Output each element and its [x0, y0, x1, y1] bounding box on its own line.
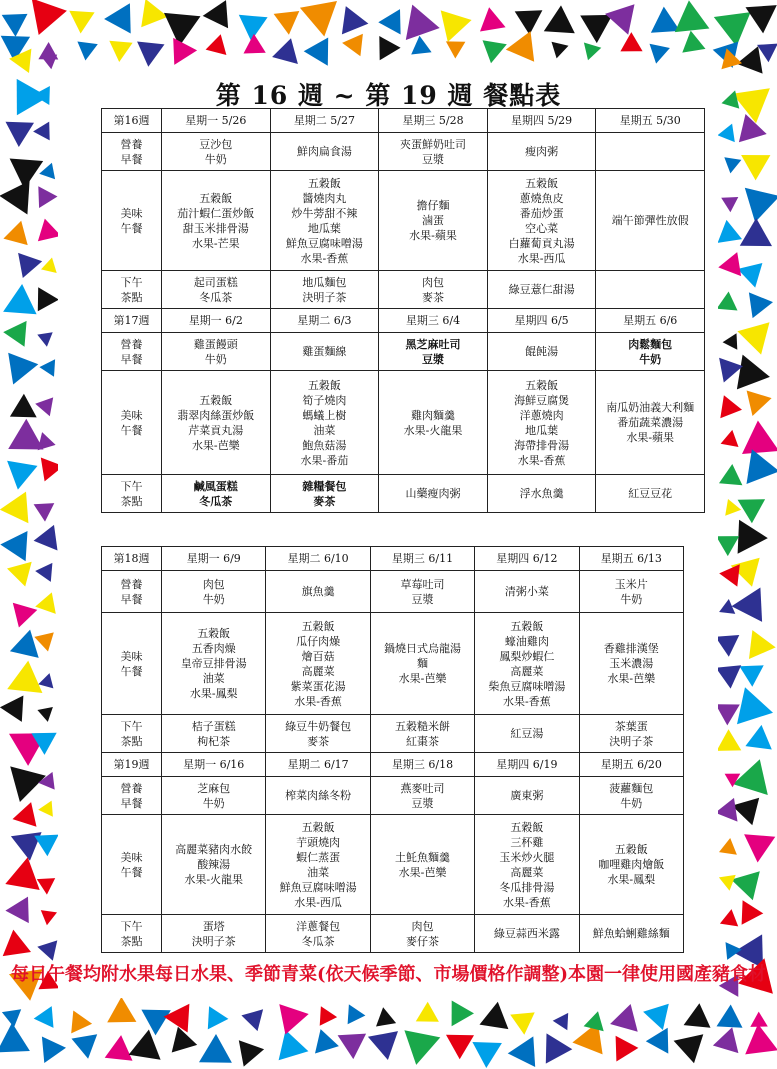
decor-triangle: [33, 122, 50, 141]
meal-cell: 雞肉麵羹 水果-火龍果: [379, 371, 488, 475]
snack-row: [102, 475, 705, 513]
decor-triangle: [2, 14, 28, 37]
decor-triangle: [446, 1035, 474, 1060]
meal-label: 美味 午餐: [102, 815, 162, 915]
decor-triangle: [35, 397, 53, 416]
lunch-row: [102, 815, 684, 915]
decor-triangle: [508, 1036, 536, 1067]
meal-label: 下午 茶點: [102, 271, 162, 309]
decor-triangle: [244, 34, 266, 54]
decor-triangle: [718, 252, 741, 276]
decor-triangle: [682, 31, 705, 53]
meal-cell: 浮水魚羹: [487, 475, 596, 513]
decor-triangle: [0, 531, 27, 561]
decor-triangle: [37, 878, 55, 895]
meal-label: 美味 午餐: [102, 371, 162, 475]
decor-triangle: [72, 1034, 98, 1058]
lunch-row: [102, 171, 705, 271]
decor-triangle: [732, 588, 763, 622]
meal-cell: 餛飩湯: [487, 333, 596, 371]
decor-triangle: [584, 1011, 604, 1031]
decor-triangle: [109, 41, 132, 62]
decor-triangle: [506, 31, 534, 62]
decor-triangle: [10, 766, 46, 802]
decor-triangle: [643, 1004, 669, 1030]
decor-triangle: [723, 333, 738, 349]
footer-note: 每日午餐均附水果每日水果、季節青菜(依天候季節、市場價格作調整)本園一律使用國產豬食材: [10, 964, 767, 985]
week-header-row: [102, 109, 705, 133]
meal-cell: 土魠魚麵羹 水果-芭樂: [370, 815, 474, 915]
decor-triangle: [69, 11, 94, 34]
meal-cell: 五穀飯 蠔油雞肉 鳳梨炒蝦仁 高麗菜 柴魚豆腐味噌湯 水果-香蕉: [475, 613, 579, 715]
decor-triangle: [34, 525, 58, 551]
breakfast-row: [102, 133, 705, 171]
menu-table-weeks-16-17: [101, 108, 705, 513]
meal-cell: 茶葉蛋 決明子茶: [579, 715, 683, 753]
day-header: 星期四 6/19: [475, 753, 579, 777]
breakfast-row: [102, 777, 684, 815]
meal-cell: 肉鬆麵包 牛奶: [596, 333, 705, 371]
decor-triangle: [620, 32, 642, 51]
decor-triangle: [716, 665, 741, 688]
decor-triangle: [719, 464, 742, 485]
decor-triangle: [206, 34, 227, 55]
decor-triangle: [274, 11, 300, 35]
decor-triangle: [37, 332, 52, 347]
decor-triangle: [141, 0, 168, 27]
decor-triangle: [738, 499, 766, 523]
decor-triangle: [452, 1001, 474, 1027]
meal-cell: 紅豆湯: [475, 715, 579, 753]
decor-triangle: [750, 1012, 768, 1027]
decor-triangle: [5, 857, 39, 890]
decor-triangle: [441, 10, 472, 42]
decor-triangle: [35, 592, 56, 614]
decor-triangle: [107, 997, 136, 1023]
decor-triangle: [480, 1002, 509, 1029]
meal-cell: 五穀飯 咖哩雞肉燴飯 水果-鳳梨: [579, 815, 683, 915]
meal-cell: 五穀飯 芋頭燒肉 蝦仁蒸蛋 油菜 鮮魚豆腐味噌湯 水果-西瓜: [266, 815, 370, 915]
decor-triangle: [745, 188, 777, 222]
decor-triangle: [717, 729, 742, 751]
meal-label: 下午 茶點: [102, 915, 162, 953]
decor-triangle: [747, 391, 772, 417]
lunch-row: [102, 371, 705, 475]
decor-triangle: [379, 36, 400, 60]
decor-triangle: [651, 7, 680, 33]
decor-triangle: [720, 395, 742, 418]
meal-cell: 五穀飯 海鮮豆腐煲 洋蔥燒肉 地瓜葉 海帶排骨湯 水果-香蕉: [487, 371, 596, 475]
snack-row: [102, 271, 705, 309]
meal-label: 營養 早餐: [102, 133, 162, 171]
decor-triangle: [731, 871, 760, 900]
meal-cell: 廣東粥: [475, 777, 579, 815]
decor-triangle: [739, 665, 763, 687]
decor-triangle: [726, 942, 742, 960]
week-header-row: [102, 309, 705, 333]
meal-cell: 芝麻包 牛奶: [162, 777, 266, 815]
day-header: 星期三 6/4: [379, 309, 488, 333]
decor-triangle: [378, 9, 400, 34]
meal-cell: 五穀飯 翡翠肉絲蛋炒飯 芹菜貢丸湯 水果-芭樂: [162, 371, 271, 475]
snack-row: [102, 915, 684, 953]
day-header: 星期一 6/9: [162, 547, 266, 571]
decor-triangle: [745, 725, 771, 750]
meal-cell: 綠豆薏仁甜湯: [487, 271, 596, 309]
decor-triangle: [38, 673, 53, 688]
week-label: 第16週: [102, 109, 162, 133]
decor-triangle: [719, 875, 736, 891]
decor-triangle: [38, 287, 59, 311]
meal-cell: [596, 133, 705, 171]
decor-triangle: [104, 3, 131, 33]
decor-triangle: [3, 284, 37, 314]
day-header: 星期三 6/18: [370, 753, 474, 777]
meal-cell: 綠豆牛奶餐包 麥茶: [266, 715, 370, 753]
decor-triangle: [71, 1011, 92, 1034]
decor-triangle: [552, 42, 569, 59]
decor-triangle: [737, 355, 770, 390]
meal-cell: 紅豆豆花: [596, 475, 705, 513]
decor-triangle: [546, 1033, 573, 1063]
meal-cell: 南瓜奶油義大利麵 番茄蔬菜濃湯 水果-蘋果: [596, 371, 705, 475]
decor-triangle: [718, 124, 735, 143]
meal-cell: 肉包 麥仔茶: [370, 915, 474, 953]
meal-cell: 五穀飯 醬燒肉丸 炒牛蒡甜不辣 地瓜葉 鮮魚豆腐味噌湯 水果-香蕉: [270, 171, 379, 271]
meal-label: 美味 午餐: [102, 613, 162, 715]
decor-triangle: [42, 55, 58, 70]
meal-cell: 肉包 麥茶: [379, 271, 488, 309]
decor-triangle: [716, 536, 739, 556]
decor-triangle: [719, 838, 737, 855]
decor-triangle: [737, 687, 773, 724]
decor-triangle: [338, 1034, 367, 1060]
decor-triangle: [13, 802, 37, 827]
meal-cell: 榨菜肉絲冬粉: [266, 777, 370, 815]
decor-triangle: [404, 1030, 440, 1065]
day-header: 星期一 6/2: [162, 309, 271, 333]
decor-triangle: [137, 42, 164, 67]
decor-triangle: [208, 1006, 229, 1029]
week-header-row: [102, 547, 684, 571]
decor-triangle: [744, 834, 775, 862]
day-header: 星期五 5/30: [596, 109, 705, 133]
decor-triangle: [0, 696, 23, 722]
decor-triangle: [7, 461, 37, 490]
meal-cell: 玉米片 牛奶: [579, 571, 683, 613]
decor-triangle: [720, 909, 738, 926]
decor-triangle: [38, 432, 56, 450]
decor-triangle: [737, 46, 763, 73]
decor-triangle: [646, 1028, 669, 1054]
decor-triangle: [35, 563, 52, 582]
decor-triangle: [315, 1029, 339, 1053]
meal-cell: 五穀飯 五香肉燥 皇帝豆排骨湯 油菜 水果-鳳梨: [162, 613, 266, 715]
decor-triangle: [510, 1012, 535, 1034]
meal-cell: 五穀飯 三杯雞 玉米炒火腿 高麗菜 冬瓜排骨湯 水果-香蕉: [475, 815, 579, 915]
decor-triangle: [18, 253, 42, 278]
decor-triangle: [38, 801, 53, 817]
decor-triangle: [716, 704, 740, 725]
decor-triangle: [674, 1034, 704, 1063]
day-header: 星期四 5/29: [487, 109, 596, 133]
decor-triangle: [239, 1040, 264, 1066]
decor-triangle: [172, 1027, 198, 1053]
lunch-row: [102, 613, 684, 715]
meal-cell: 香雞排漢堡 玉米濃湯 水果-芭樂: [579, 613, 683, 715]
decor-triangle: [6, 122, 35, 147]
meal-cell: 豆沙包 牛奶: [162, 133, 271, 171]
decor-triangle: [553, 1013, 569, 1030]
decor-triangle: [3, 930, 31, 957]
decor-triangle: [342, 34, 363, 57]
decor-triangle: [675, 0, 710, 32]
decor-triangle: [164, 13, 201, 46]
breakfast-row: [102, 571, 684, 613]
decor-triangle: [37, 707, 53, 722]
decor-triangle: [368, 1031, 398, 1060]
decor-triangle: [747, 449, 777, 484]
decor-triangle: [411, 36, 431, 55]
decor-triangle: [272, 38, 298, 64]
decor-triangle: [719, 564, 740, 586]
meal-cell: 肉包 牛奶: [162, 571, 266, 613]
decor-triangle: [77, 42, 97, 61]
decor-triangle: [34, 503, 55, 521]
week-label: 第17週: [102, 309, 162, 333]
decor-triangle: [13, 603, 38, 628]
day-header: 星期一 5/26: [162, 109, 271, 133]
decor-triangle: [717, 292, 738, 311]
decor-triangle: [7, 661, 42, 693]
decor-triangle: [279, 1004, 308, 1034]
meal-cell: 地瓜麵包 決明子茶: [270, 271, 379, 309]
meal-cell: 雜糧餐包 麥茶: [270, 475, 379, 513]
meal-label: 營養 早餐: [102, 777, 162, 815]
meal-cell: 五穀糙米餅 紅棗茶: [370, 715, 474, 753]
decor-triangle: [741, 155, 770, 180]
meal-cell: 鮮魚蛤蜊雞絲麵: [579, 915, 683, 953]
decor-triangle: [746, 5, 777, 33]
decor-triangle: [749, 630, 776, 659]
day-header: 星期一 6/16: [162, 753, 266, 777]
decor-triangle: [544, 5, 575, 33]
decor-triangle: [41, 258, 57, 274]
decor-triangle: [173, 38, 197, 65]
decor-triangle: [105, 1035, 133, 1061]
decor-triangle: [714, 12, 751, 46]
meal-cell: 山藥瘦肉粥: [379, 475, 488, 513]
decor-triangle: [38, 186, 57, 208]
meal-cell: 桔子蛋糕 枸杞茶: [162, 715, 266, 753]
meal-cell: 高麗菜豬肉水餃 酸辣湯 水果-火龍果: [162, 815, 266, 915]
week-label: 第18週: [102, 547, 162, 571]
decor-triangle: [745, 1024, 777, 1054]
decor-triangle: [717, 1005, 743, 1028]
decor-triangle: [738, 520, 768, 554]
decor-triangle: [279, 1030, 309, 1060]
day-header: 星期五 6/13: [579, 547, 683, 571]
meal-label: 下午 茶點: [102, 475, 162, 513]
meal-cell: 鮮肉扁食湯: [270, 133, 379, 171]
decor-triangle: [320, 1006, 337, 1026]
meal-cell: 雞蛋麵線: [270, 333, 379, 371]
decor-triangle: [39, 359, 55, 377]
decor-triangle: [199, 1034, 232, 1063]
decor-triangle: [34, 1006, 54, 1028]
decor-triangle: [724, 157, 741, 173]
decor-triangle: [650, 44, 670, 64]
decor-triangle: [39, 163, 55, 180]
meal-cell: 黑芝麻吐司 豆漿: [379, 333, 488, 371]
decor-triangle: [738, 263, 763, 288]
decor-triangle: [3, 221, 27, 245]
menu-table-weeks-18-19: [101, 546, 684, 953]
decor-triangle: [715, 635, 739, 657]
decor-triangle: [241, 1009, 263, 1031]
meal-label: 下午 茶點: [102, 715, 162, 753]
meal-cell: 擔仔麵 滷蛋 水果-蘋果: [379, 171, 488, 271]
decor-triangle: [684, 1003, 711, 1028]
decor-triangle: [5, 897, 28, 924]
decor-triangle: [348, 1004, 366, 1024]
decor-triangle: [713, 1027, 739, 1053]
decor-triangle: [416, 1002, 439, 1022]
meal-cell: 端午節彈性放假: [596, 171, 705, 271]
meal-cell: 五穀飯 筍子燒肉 螞蟻上樹 油菜 鮑魚菇湯 水果-番茄: [270, 371, 379, 475]
day-header: 星期五 6/20: [579, 753, 683, 777]
decor-triangle: [376, 1007, 396, 1026]
meal-cell: 起司蛋糕 冬瓜茶: [162, 271, 271, 309]
decor-triangle: [141, 1010, 170, 1036]
decor-triangle: [480, 7, 506, 31]
decor-triangle: [304, 38, 329, 66]
decor-triangle: [584, 43, 601, 61]
day-header: 星期二 6/10: [266, 547, 370, 571]
decor-triangle: [8, 419, 43, 450]
decor-triangle: [10, 394, 37, 418]
decor-triangle: [41, 910, 57, 925]
day-header: 星期三 5/28: [379, 109, 488, 133]
meal-cell: 草莓吐司 豆漿: [370, 571, 474, 613]
decor-triangle: [34, 632, 54, 651]
meal-cell: 燕麥吐司 豆漿: [370, 777, 474, 815]
decor-triangle: [616, 1036, 639, 1062]
breakfast-row: [102, 333, 705, 371]
meal-cell: 五穀飯 瓜仔肉燥 燴百菇 高麗菜 紫菜蛋花湯 水果-香蕉: [266, 613, 370, 715]
day-header: 星期二 6/17: [266, 753, 370, 777]
decor-triangle: [446, 41, 466, 58]
decor-triangle: [10, 630, 39, 658]
meal-cell: 雞蛋饅頭 牛奶: [162, 333, 271, 371]
decor-triangle: [34, 835, 59, 857]
day-header: 星期四 6/12: [475, 547, 579, 571]
page-title: 第 16 週 ~ 第 19 週 餐點表: [215, 81, 562, 110]
meal-cell: 五穀飯 蔥燒魚皮 番茄炒蛋 空心菜 白蘿蔔貢丸湯 水果-西瓜: [487, 171, 596, 271]
decor-triangle: [37, 940, 57, 960]
meal-cell: 鍋燒日式烏龍湯 麵 水果-芭樂: [370, 613, 474, 715]
decor-triangle: [342, 6, 369, 34]
week-label: 第19週: [102, 753, 162, 777]
meal-cell: [596, 271, 705, 309]
day-header: 星期四 6/5: [487, 309, 596, 333]
decor-triangle: [742, 421, 777, 455]
meal-cell: 洋蔥餐包 冬瓜茶: [266, 915, 370, 953]
decor-triangle: [0, 492, 28, 524]
decor-triangle: [0, 1023, 30, 1053]
meal-cell: 蛋塔 決明子茶: [162, 915, 266, 953]
day-header: 星期二 5/27: [270, 109, 379, 133]
decor-triangle: [483, 40, 507, 63]
meal-label: 營養 早餐: [102, 571, 162, 613]
decor-triangle: [749, 292, 773, 318]
meal-cell: 五穀飯 茄汁蝦仁蛋炒飯 甜玉米排骨湯 水果-芒果: [162, 171, 271, 271]
decor-triangle: [610, 1004, 638, 1032]
meal-cell: 鹹風蛋糕 冬瓜茶: [162, 475, 271, 513]
meal-cell: 清粥小菜: [475, 571, 579, 613]
decor-triangle: [742, 900, 764, 925]
meal-cell: 旗魚羹: [266, 571, 370, 613]
decor-triangle: [8, 353, 38, 385]
decor-triangle: [737, 322, 769, 354]
meal-label: 營養 早餐: [102, 333, 162, 371]
decor-triangle: [406, 5, 440, 40]
week-header-row: [102, 753, 684, 777]
decor-triangle: [0, 181, 30, 215]
decor-triangle: [32, 0, 67, 35]
decor-triangle: [740, 218, 772, 246]
meal-cell: 菠蘿麵包 牛奶: [579, 777, 683, 815]
day-header: 星期二 6/3: [270, 309, 379, 333]
decor-triangle: [721, 430, 739, 447]
decor-triangle: [164, 1004, 190, 1033]
decor-triangle: [300, 1, 337, 37]
decor-triangle: [715, 798, 737, 822]
meal-label: 美味 午餐: [102, 171, 162, 271]
meal-cell: 夾蛋鮮奶吐司 豆漿: [379, 133, 488, 171]
decor-triangle: [718, 220, 742, 243]
decor-triangle: [7, 562, 32, 587]
decor-triangle: [42, 1037, 66, 1064]
decor-triangle: [3, 321, 26, 347]
decor-triangle: [580, 15, 612, 43]
day-header: 星期五 6/6: [596, 309, 705, 333]
snack-row: [102, 715, 684, 753]
day-header: 星期三 6/11: [370, 547, 474, 571]
decor-triangle: [515, 10, 543, 35]
meal-cell: 綠豆蒜西米露: [475, 915, 579, 953]
decor-triangle: [203, 0, 228, 28]
decor-triangle: [721, 197, 738, 212]
meal-cell: 瘦肉粥: [487, 133, 596, 171]
decor-triangle: [472, 1042, 502, 1068]
